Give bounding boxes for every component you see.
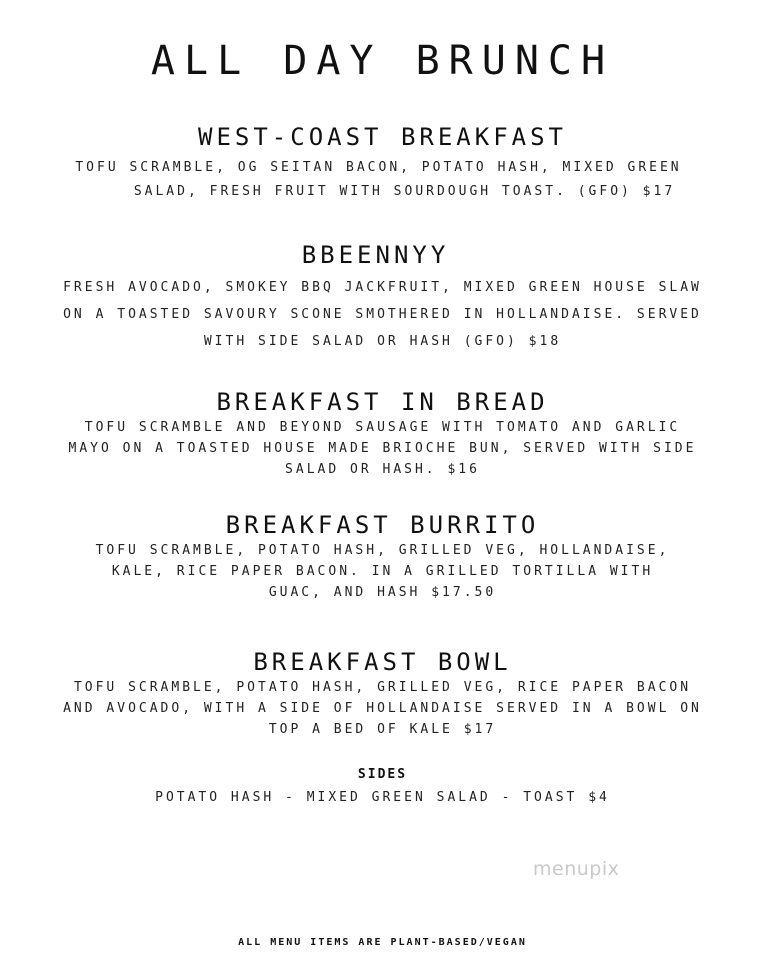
menu-item-bbeennyy [0, 240, 765, 355]
description-line: TOFU SCRAMBLE, POTATO HASH, GRILLED VEG, HOLLANDAISE, [95, 543, 670, 558]
description-line: FRESH AVOCADO, SMOKEY BBQ JACKFRUIT, MIXED GREEN HOUSE SLAW [63, 280, 702, 295]
item-description [0, 156, 765, 204]
menu-item-west-coast-breakfast [0, 122, 765, 204]
watermark-logo: menupix [533, 858, 620, 880]
description-line: TOFU SCRAMBLE AND BEYOND SAUSAGE WITH TOMATO AND GARLIC [84, 420, 681, 435]
item-name: BREAKFAST BOWL [253, 648, 512, 676]
footer-note: ALL MENU ITEMS ARE PLANT-BASED/VEGAN [238, 937, 527, 948]
item-description [0, 677, 765, 740]
item-name: BREAKFAST IN BREAD [216, 388, 549, 416]
description-line: MAYO ON A TOASTED HOUSE MADE BRIOCHE BUN, SERVED WITH SIDE [68, 441, 697, 456]
item-description [0, 417, 765, 480]
menu-item-breakfast-burrito [0, 510, 765, 603]
item-description [0, 540, 765, 603]
description-line: KALE, RICE PAPER BACON. IN A GRILLED TORTILLA WITH [111, 564, 654, 579]
sides-list: POTATO HASH - MIXED GREEN SALAD - TOAST $4 [155, 790, 610, 805]
sides-title: SIDES [357, 767, 408, 782]
page-title: ALL DAY BRUNCH [150, 38, 615, 84]
description-line: TOP A BED OF KALE $17 [268, 722, 497, 737]
sides-section [0, 767, 765, 805]
description-line: TOFU SCRAMBLE, POTATO HASH, GRILLED VEG, RICE PAPER BACON [73, 680, 692, 695]
description-line: WITH SIDE SALAD OR HASH (GFO) $18 [203, 334, 562, 349]
description-line: ON A TOASTED SAVOURY SCONE SMOTHERED IN HOLLANDAISE. SERVED [63, 307, 702, 322]
description-line: GUAC, AND HASH $17.50 [268, 585, 497, 600]
item-description [0, 274, 765, 355]
description-line: SALAD OR HASH. $16 [285, 462, 480, 477]
description-line: AND AVOCADO, WITH A SIDE OF HOLLANDAISE SERVED IN A BOWL ON [63, 701, 702, 716]
item-name: WEST-COAST BREAKFAST [198, 123, 567, 151]
menu-item-breakfast-bowl [0, 647, 765, 740]
description-line: TOFU SCRAMBLE, OG SEITAN BACON, POTATO HASH, MIXED GREEN [75, 160, 682, 175]
menu-item-breakfast-in-bread [0, 387, 765, 480]
description-line: SALAD, FRESH FRUIT WITH SOURDOUGH TOAST. (GFO) $17 [133, 184, 676, 199]
item-name: BREAKFAST BURRITO [225, 511, 540, 539]
item-name: BBEENNYY [301, 241, 450, 269]
